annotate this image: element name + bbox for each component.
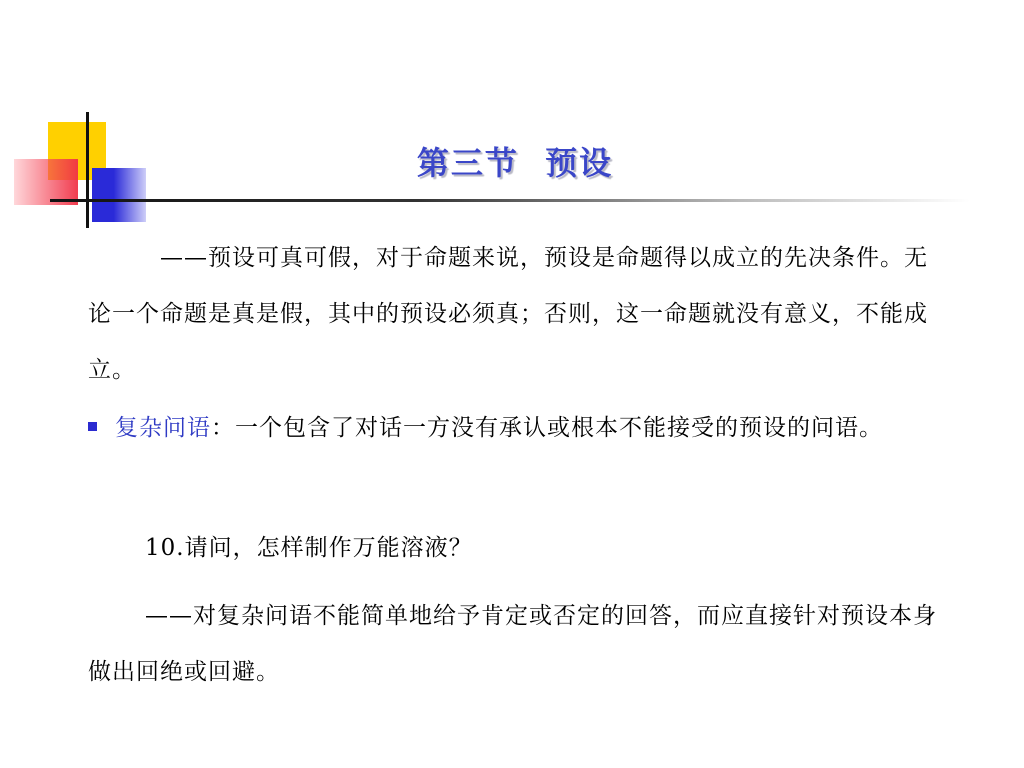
title-underline: [50, 199, 970, 202]
square-bullet-icon: [88, 422, 97, 431]
example-question: 10.请问，怎样制作万能溶液？: [145, 535, 473, 561]
ornament-blue-square: [92, 168, 146, 222]
slide-title: 第三节 预设: [416, 144, 614, 182]
paragraph-presupposition-definition: ——预设可真可假，对于命题来说，预设是命题得以成立的先决条件。无论一个命题是真是假，其中的预设必须真；否则，这一命题就没有意义，不能成立。: [88, 245, 928, 383]
bullet-text: ：一个包含了对话一方没有承认或根本不能接受的预设的问语。: [211, 415, 883, 441]
bullet-complex-question: [88, 400, 940, 456]
corner-ornament: [0, 0, 150, 240]
paragraph-answer-strategy: ——对复杂问语不能简单地给予肯定或否定的回答，而应直接针对预设本身做出回绝或回避。: [88, 603, 937, 685]
bullet-term: 复杂问语: [115, 415, 211, 441]
ornament-vertical-line: [86, 112, 89, 228]
